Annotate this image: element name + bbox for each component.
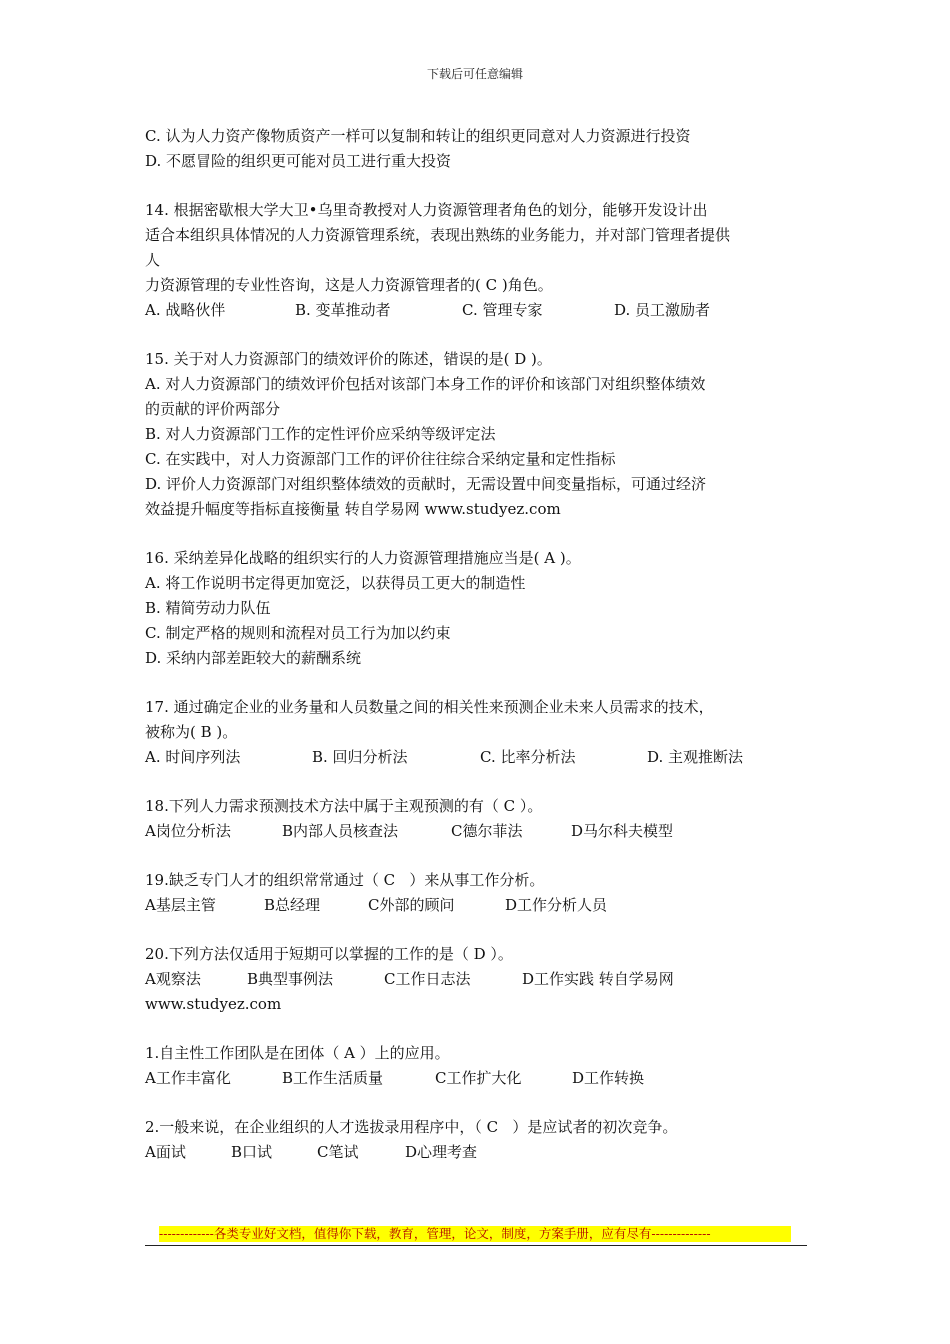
question-stem: 1.自主性工作团队是在团体（ A ）上的应用。 <box>145 1044 450 1062</box>
option-b: B内部人员核查法 <box>282 822 399 840</box>
option-d: D心理考查 <box>405 1143 478 1161</box>
footer-banner: -------------各类专业好文档，值得你下载，教育，管理，论文，制度，方案手册，应有尽有-------------- <box>159 1226 791 1242</box>
source-url: www.studyez.com <box>145 995 282 1013</box>
option-a: A岗位分析法 <box>145 822 231 840</box>
option-d: D. 采纳内部差距较大的薪酬系统 <box>145 649 362 667</box>
options-row <box>145 967 810 992</box>
option-d: D. 评价人力资源部门对组织整体绩效的贡献时，无需设置中间变量指标，可通过经济 <box>145 475 707 493</box>
option-a: A工作丰富化 <box>145 1069 231 1087</box>
question-stem: 人 <box>145 251 161 269</box>
option-a: A. 对人力资源部门的绩效评价包括对该部门本身工作的评价和该部门对组织整体绩效 <box>145 375 706 393</box>
footer <box>145 1226 807 1246</box>
option-d: D. 主观推断法 <box>647 748 744 766</box>
question-stem: 力资源管理的专业性咨询，这是人力资源管理者的( C )角色。 <box>145 276 553 294</box>
question-20 <box>145 942 810 1017</box>
question-stem: 17. 通过确定企业的业务量和人员数量之间的相关性来预测企业未来人员需求的技术， <box>145 698 714 716</box>
question-stem: 15. 关于对人力资源部门的绩效评价的陈述，错误的是( D )。 <box>145 350 552 368</box>
option-c: C工作扩大化 <box>435 1069 522 1087</box>
question-17 <box>145 695 810 770</box>
option-b: B工作生活质量 <box>282 1069 384 1087</box>
option-b: B总经理 <box>264 896 321 914</box>
question-stem: 20.下列方法仅适用于短期可以掌握的工作的是（ D ）。 <box>145 945 513 963</box>
options-row <box>145 1066 810 1091</box>
question-1 <box>145 1041 810 1091</box>
option-c: C德尔菲法 <box>451 822 523 840</box>
option-c: C. 制定严格的规则和流程对员工行为加以约束 <box>145 624 451 642</box>
option-d: D工作分析人员 <box>505 896 608 914</box>
option-d: D. 不愿冒险的组织更可能对员工进行重大投资 <box>145 152 452 170</box>
question-16 <box>145 546 810 671</box>
options-row <box>145 893 810 918</box>
option-a-continued: 的贡献的评价两部分 <box>145 400 281 418</box>
option-c: C. 在实践中，对人力资源部门工作的评价往往综合采纳定量和定性指标 <box>145 450 616 468</box>
document-body <box>145 124 810 1189</box>
option-a: A观察法 <box>145 970 201 988</box>
header-note: 下载后可任意编辑 <box>426 67 523 81</box>
options-row <box>145 745 810 770</box>
question-stem: 19.缺乏专门人才的组织常常通过（ C ）来从事工作分析。 <box>145 871 545 889</box>
option-d: D马尔科夫模型 <box>571 822 674 840</box>
question-13-tail <box>145 124 810 174</box>
option-a: A. 时间序列法 <box>145 748 241 766</box>
question-18 <box>145 794 810 844</box>
option-a: A. 战略伙伴 <box>145 301 226 319</box>
question-stem: 16. 采纳差异化战略的组织实行的人力资源管理措施应当是( A )。 <box>145 549 581 567</box>
options-row <box>145 1140 810 1165</box>
option-b: B典型事例法 <box>247 970 334 988</box>
question-19 <box>145 868 810 918</box>
question-14 <box>145 198 810 323</box>
option-d: D工作转换 <box>572 1069 645 1087</box>
option-a: A. 将工作说明书定得更加宽泛，以获得员工更大的制造性 <box>145 574 526 592</box>
option-c: C外部的顾问 <box>368 896 455 914</box>
option-c: C工作日志法 <box>384 970 471 988</box>
question-stem: 适合本组织具体情况的人力资源管理系统，表现出熟练的业务能力，并对部门管理者提供 <box>145 226 731 244</box>
question-2 <box>145 1115 810 1165</box>
option-c: C. 管理专家 <box>462 301 543 319</box>
option-d: D工作实践 转自学易网 <box>522 970 674 988</box>
option-d: D. 员工激励者 <box>614 301 711 319</box>
options-row <box>145 819 810 844</box>
option-b: B口试 <box>231 1143 273 1161</box>
option-c: C. 比率分析法 <box>480 748 576 766</box>
question-stem: 18.下列人力需求预测技术方法中属于主观预测的有（ C ）。 <box>145 797 543 815</box>
option-b: B. 变革推动者 <box>295 301 391 319</box>
option-b: B. 对人力资源部门工作的定性评价应采纳等级评定法 <box>145 425 496 443</box>
option-a: A面试 <box>145 1143 186 1161</box>
option-b: B. 精简劳动力队伍 <box>145 599 271 617</box>
option-d-continued: 效益提升幅度等指标直接衡量 转自学易网 www.studyez.com <box>145 500 561 518</box>
question-stem: 2.一般来说，在企业组织的人才选拔录用程序中，（ C ）是应试者的初次竞争。 <box>145 1118 678 1136</box>
question-15 <box>145 347 810 522</box>
option-c: C笔试 <box>317 1143 359 1161</box>
option-c: C. 认为人力资产像物质资产一样可以复制和转让的组织更同意对人力资源进行投资 <box>145 127 691 145</box>
question-stem: 被称为( B )。 <box>145 723 238 741</box>
option-b: B. 回归分析法 <box>312 748 408 766</box>
question-stem: 14. 根据密歇根大学大卫•乌里奇教授对人力资源管理者角色的划分，能够开发设计出 <box>145 201 708 219</box>
option-a: A基层主管 <box>145 896 216 914</box>
options-row <box>145 298 810 323</box>
